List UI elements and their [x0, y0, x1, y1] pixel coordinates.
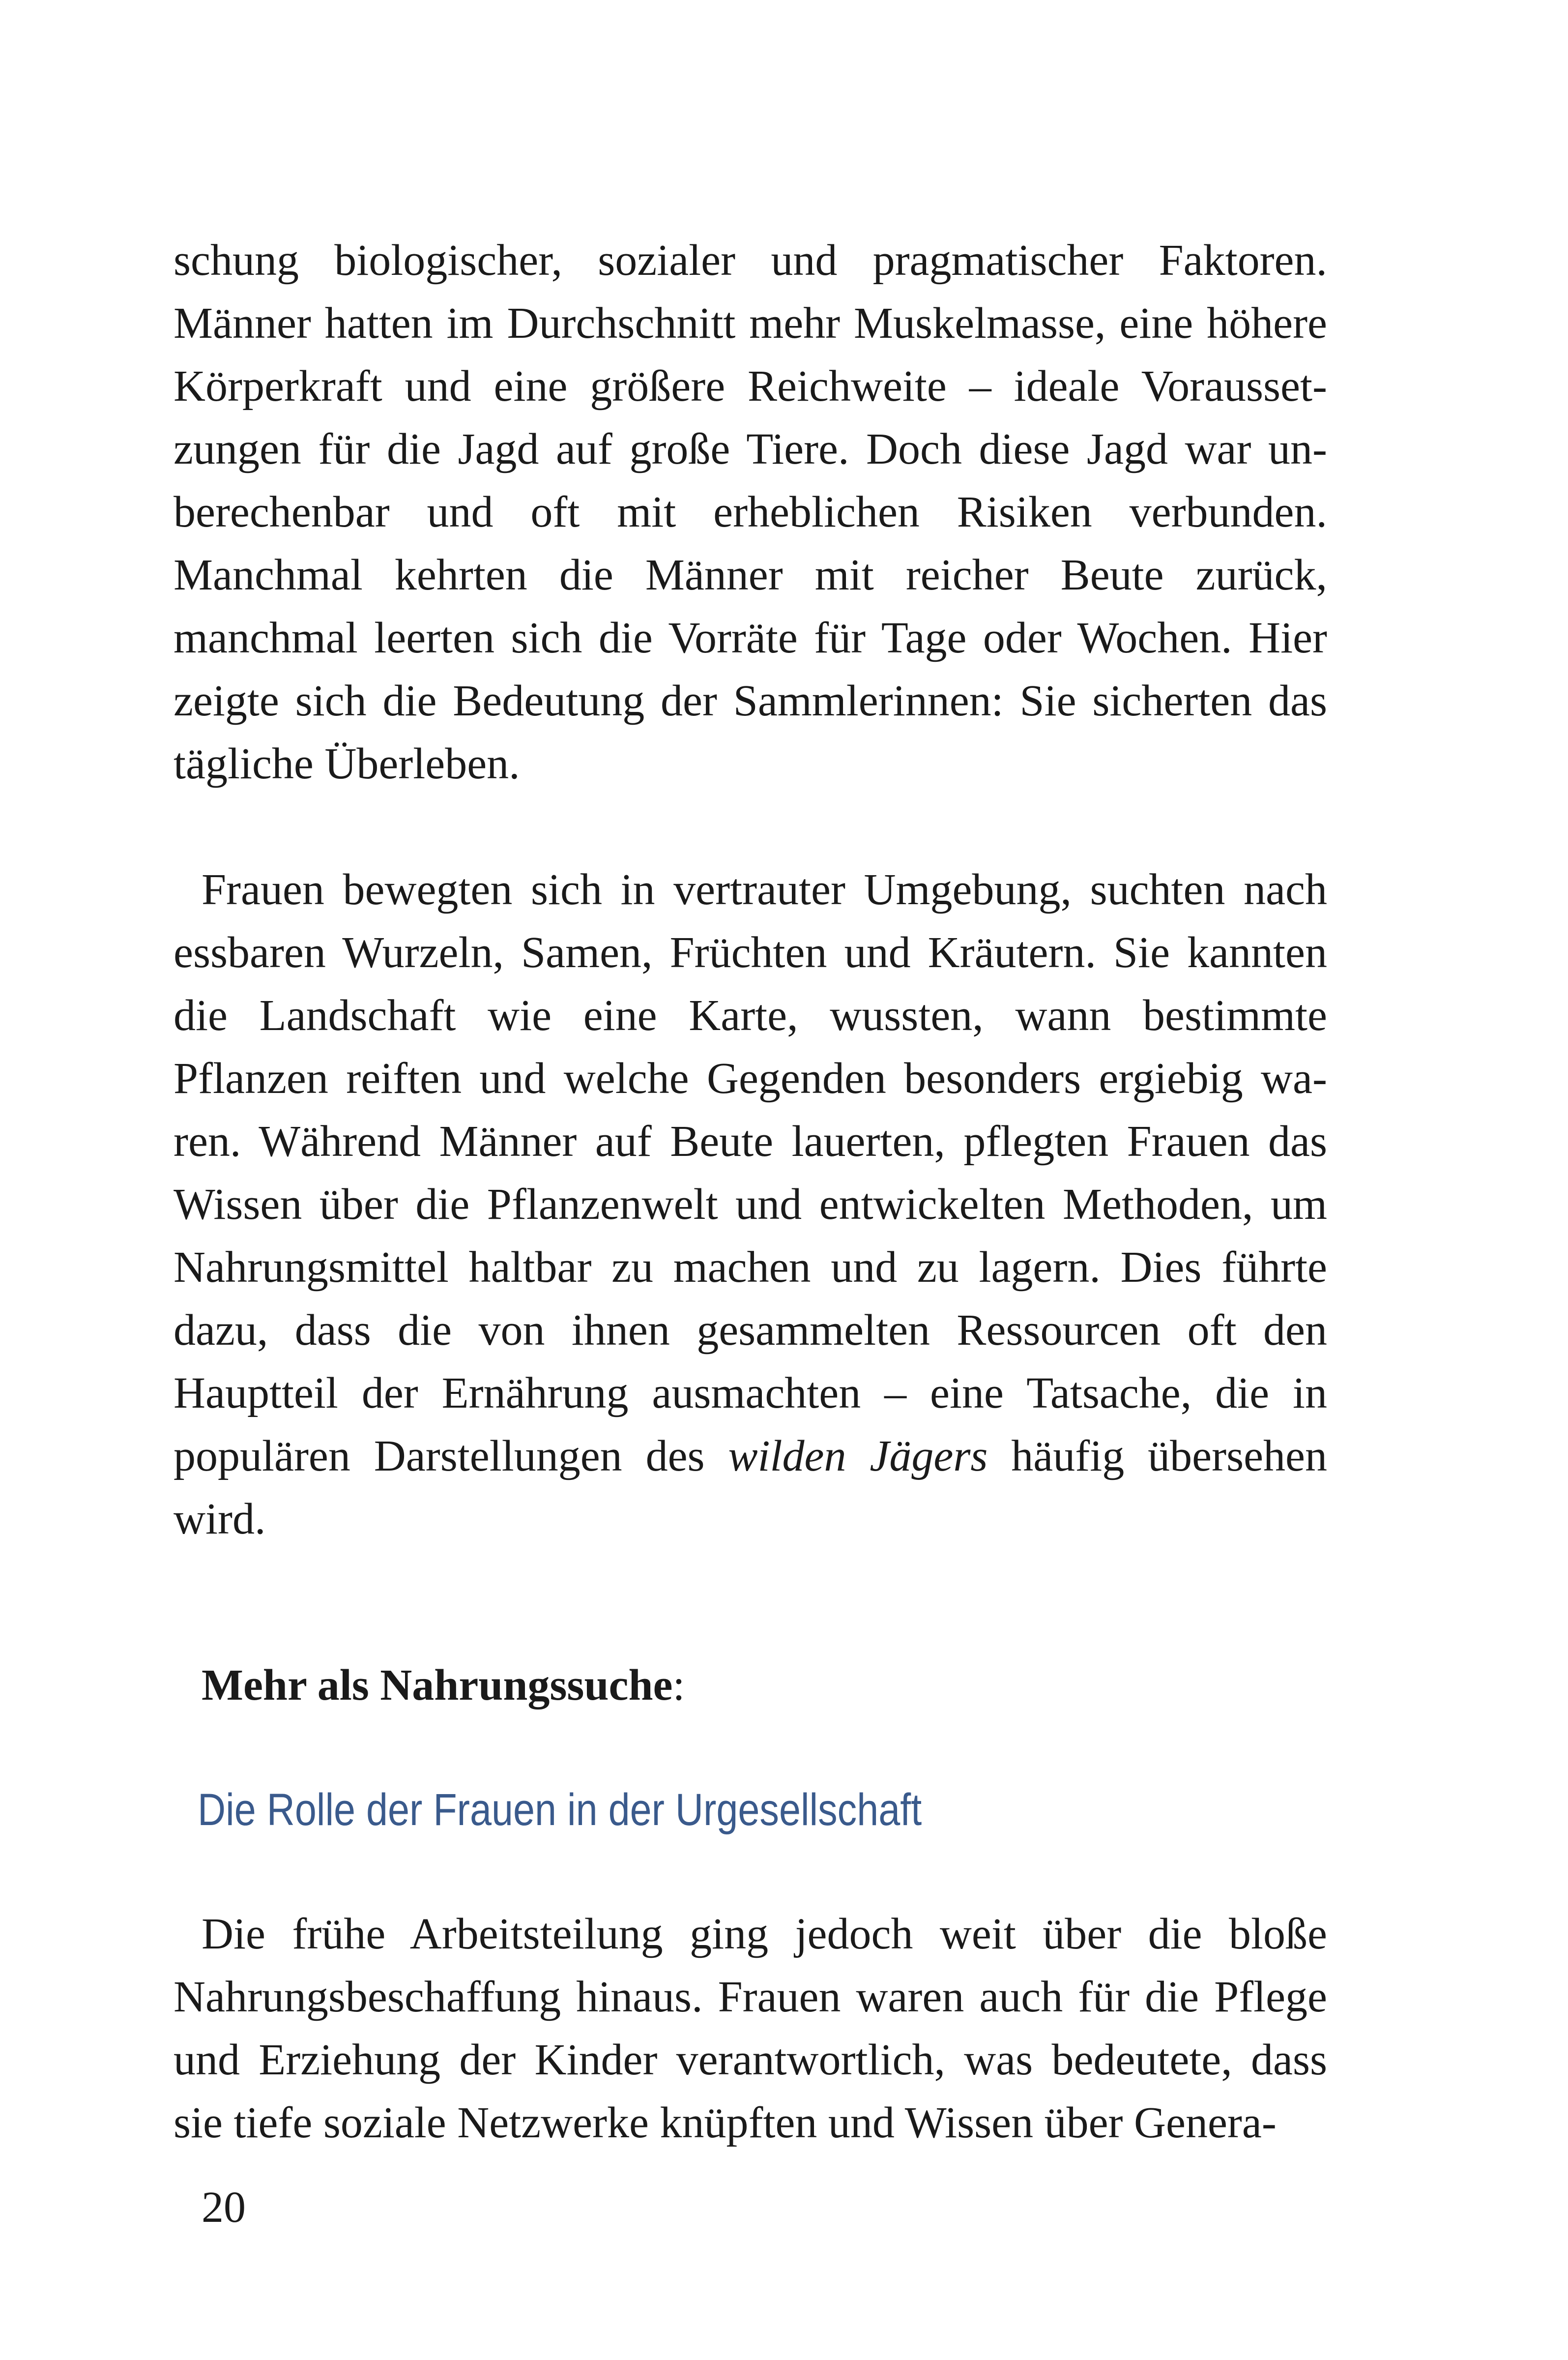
- paragraph-1: schung biologischer, sozialer und pragmatischer Faktoren. Männer hatten im Durchschnitt mehr Muskelmasse, eine höhere Körperkraft und eine größere Reichweite – ideale Voraussetzungen für die Jagd auf große Tiere. Doch diese Jagd war unberechenbar und oft mit erheblichen Risiken verbunden. Manchmal kehrten die Männer mit reicher Beute zurück, manchmal leerten sich die Vorräte für Tage oder Wochen. Hier zeigte sich die Bedeutung der Sammlerinnen: Sie sicherten das tägliche Überleben.: [174, 236, 1327, 788]
- section-title: Die Rolle der Frauen in der Urgesellschaft: [198, 1785, 922, 1835]
- paragraph-2-text-end: häufig übersehen wird.: [174, 1432, 1328, 1543]
- page-number: 20: [202, 2183, 246, 2232]
- bold-subheading-suffix: :: [672, 1661, 685, 1710]
- paragraph-2: [174, 858, 1327, 1551]
- page-body: [174, 229, 1327, 2154]
- bold-subheading: [174, 1654, 1327, 1717]
- paragraph-2-text-start: Frauen bewegten sich in vertrauter Umgebung, suchten nach essbaren Wurzeln, Samen, Früchten und Kräutern. Sie kannten die Landschaft wie eine Karte, wussten, wann bestimmte Pflanzen reiften und welche Gegenden besonders ergiebig waren. Während Männer auf Beute lauerten, pflegten Frauen das Wissen über die Pflanzenwelt und entwickelten Methoden, um Nahrungsmittel haltbar zu machen und zu lagern. Dies führte dazu, dass die von ihnen gesammelten Ressourcen oft den Hauptteil der Ernährung ausmachten – eine Tatsache, die in populären Darstellungen des: [174, 865, 1327, 1480]
- bold-subheading-label: Mehr als Nahrungssuche: [202, 1661, 673, 1710]
- paragraph-2-emphasis: wilden Jägers: [728, 1432, 988, 1480]
- paragraph-3: Die frühe Arbeitsteilung ging jedoch weit über die bloße Nahrungsbeschaffung hinaus. Frauen waren auch für die Pflege und Erziehung der Kinder verantwortlich, was bedeutete, dass sie tiefe soziale Netzwerke knüpften und Wissen über Genera-: [174, 1910, 1327, 2147]
